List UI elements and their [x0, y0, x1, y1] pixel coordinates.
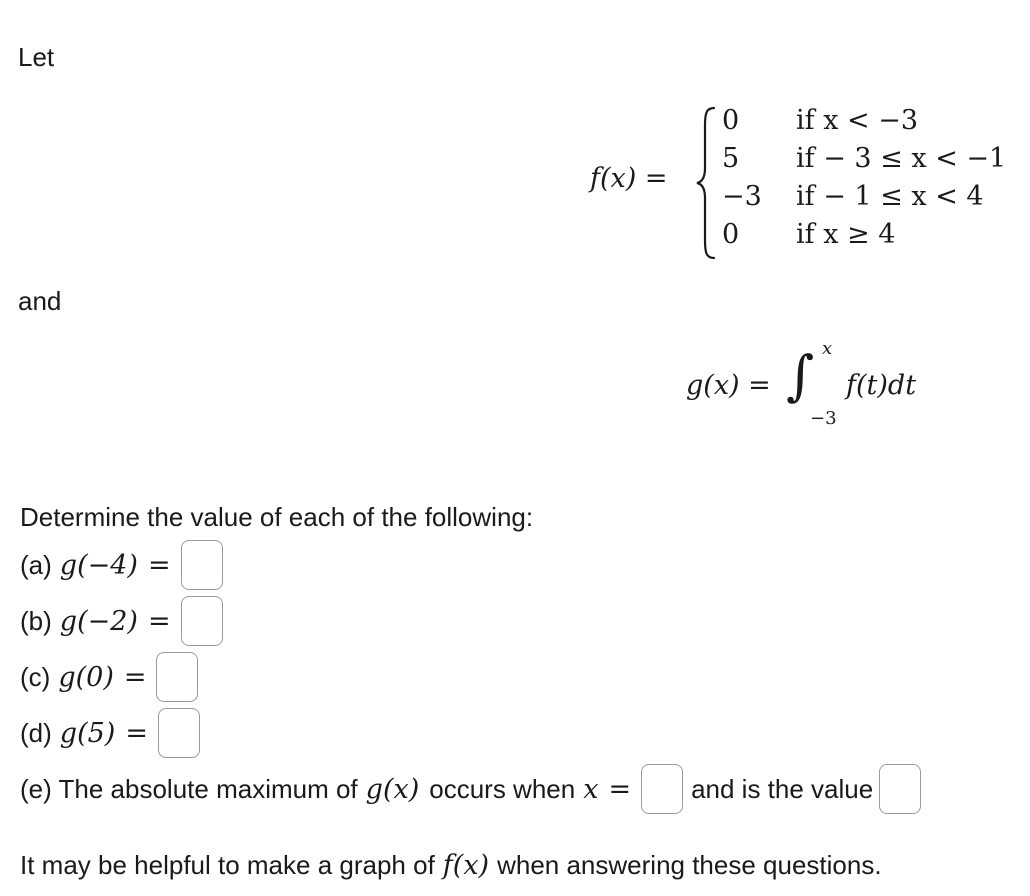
f-definition-lhs	[590, 163, 668, 194]
integral-lower-limit: −3	[810, 408, 837, 429]
part-b-label: (b)	[20, 605, 52, 636]
part-b	[20, 593, 223, 649]
part-b-equals: =	[147, 605, 171, 637]
g-definition-lhs	[686, 370, 771, 401]
part-a	[20, 537, 223, 593]
case-value-1: 0	[722, 105, 740, 136]
case-value-4: 0	[722, 219, 740, 250]
part-e-value-text: and is the value	[691, 773, 874, 804]
part-e	[20, 761, 921, 817]
integrand: f(t)dt	[846, 370, 917, 401]
f-lhs-text: f(x) =	[590, 163, 668, 194]
part-d	[20, 705, 200, 761]
part-d-label: (d)	[20, 717, 52, 748]
part-c-expr: g(0)	[58, 661, 114, 693]
part-e-text: (e) The absolute maximum of	[20, 773, 358, 804]
case-condition-3: if − 1 ≤ x < 4	[796, 181, 984, 212]
let-label: Let	[18, 42, 55, 72]
answer-box-e-value[interactable]	[879, 764, 921, 814]
integral-upper-limit: x	[822, 338, 833, 359]
part-c-label: (c)	[20, 661, 51, 692]
answer-box-a[interactable]	[181, 540, 223, 590]
case-condition-2: if − 3 ≤ x < −1	[796, 143, 1007, 174]
left-brace	[694, 104, 718, 262]
part-d-equals: =	[125, 717, 148, 749]
part-c-equals: =	[123, 661, 147, 693]
case-condition-4: if x ≥ 4	[796, 219, 896, 250]
part-e-equals: =	[608, 773, 632, 805]
part-a-label: (a)	[20, 549, 52, 580]
part-e-expr: g(x)	[365, 773, 420, 805]
footer-before: It may be helpful to make a graph of	[20, 850, 435, 880]
g-lhs-text: g(x) =	[686, 370, 771, 401]
case-value-3: −3	[722, 181, 762, 212]
part-d-expr: g(5)	[59, 717, 116, 749]
and-label: and	[18, 286, 62, 316]
answer-box-d[interactable]	[158, 708, 200, 758]
answer-box-c[interactable]	[156, 652, 198, 702]
part-c	[20, 649, 198, 705]
footer-expr: f(x)	[442, 850, 490, 881]
part-e-occurs-text: occurs when	[429, 773, 576, 804]
answer-box-e-location[interactable]	[641, 764, 683, 814]
case-value-2: 5	[722, 143, 740, 174]
part-e-var: x	[583, 773, 599, 805]
footer-note	[20, 850, 882, 881]
part-a-equals: =	[147, 549, 171, 581]
prompt-text: Determine the value of each of the following:	[20, 502, 534, 532]
answer-box-b[interactable]	[181, 596, 223, 646]
part-a-expr: g(−4)	[59, 549, 138, 581]
case-condition-1: if x < −3	[796, 105, 919, 136]
integral-sign: ∫	[786, 344, 815, 407]
part-b-expr: g(−2)	[59, 605, 138, 637]
footer-after: when answering these questions.	[497, 850, 882, 880]
